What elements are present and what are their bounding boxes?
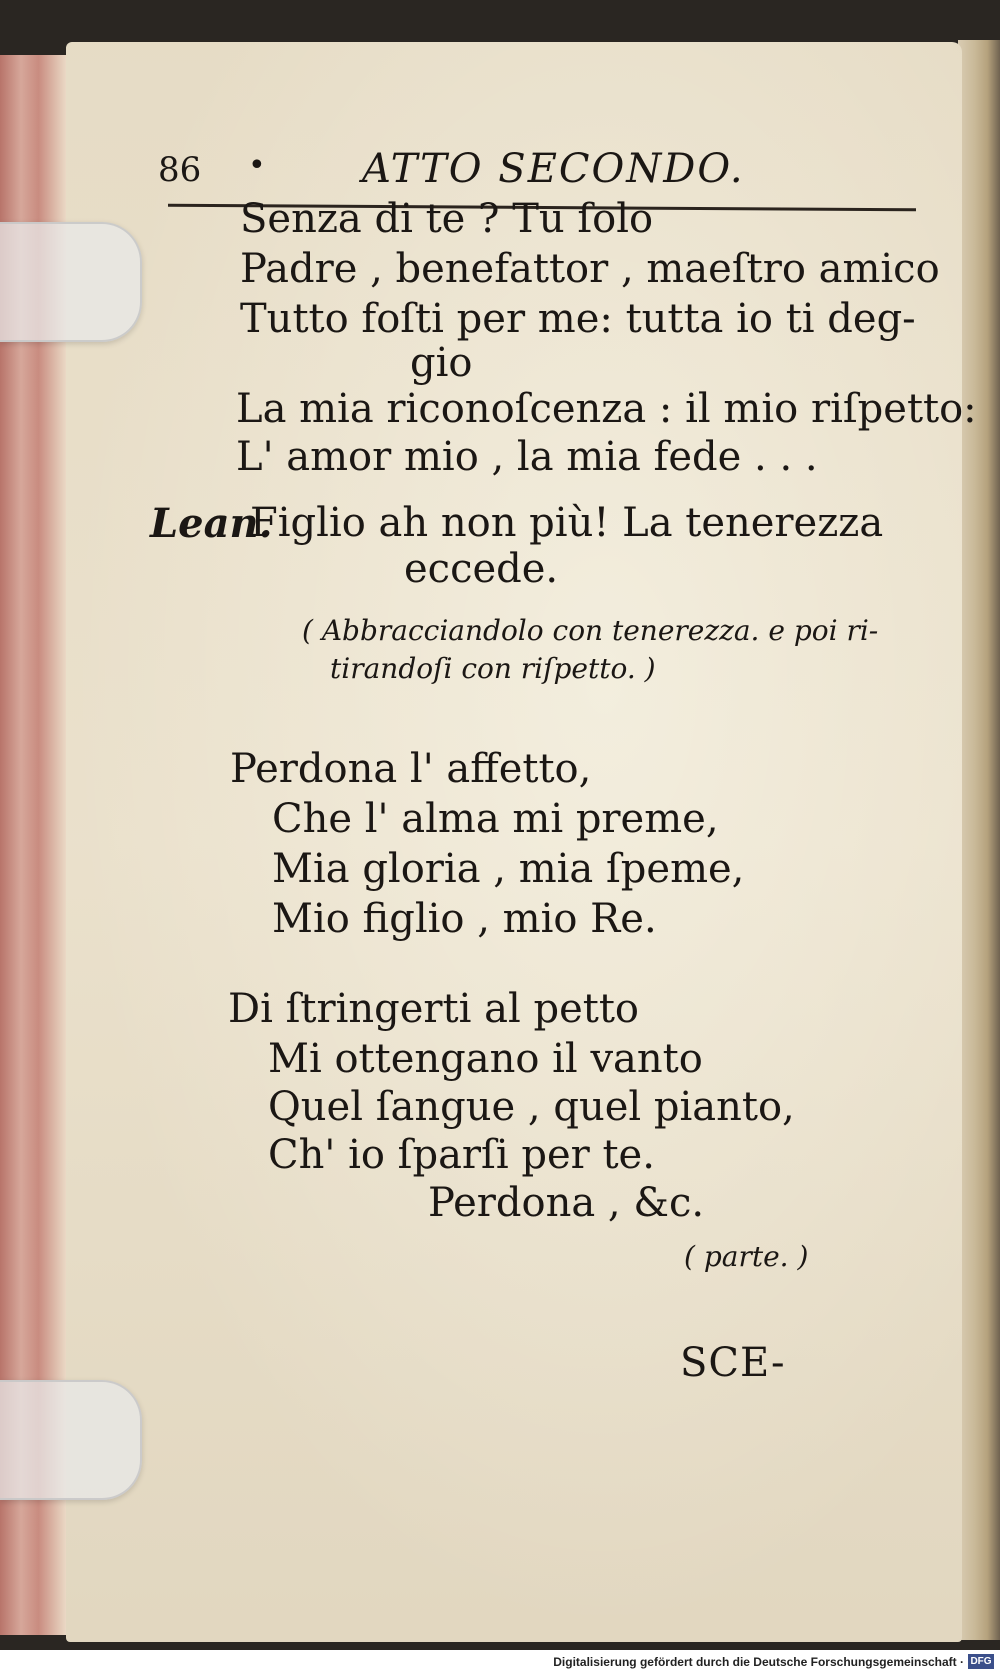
dfg-logo: DFG [968, 1654, 994, 1669]
stage-direction: tirandoſi con riſpetto. ) [330, 652, 656, 685]
verse-line: gio [410, 340, 473, 386]
speech-line: Figlio ah non più! La tenerezza [250, 500, 884, 546]
aria-line: Di ſtringerti al petto [228, 986, 639, 1032]
speaker-label: Lean. [150, 500, 273, 547]
aria-line: Mia gloria , mia ſpeme, [272, 846, 745, 892]
page-clip-bottom [0, 1380, 142, 1500]
verse-line: La mia riconoſcenza : il mio riſpetto: [236, 386, 977, 432]
speech-line: eccede. [404, 546, 559, 592]
running-title: ATTO SECONDO. [362, 146, 745, 192]
book-edge-right [958, 40, 1000, 1640]
verse-line: Tutto foſti per me: tutta io ti deg- [240, 296, 916, 342]
aria-line: Quel ſangue , quel pianto, [268, 1084, 795, 1130]
refrain-line: Perdona , &c. [428, 1180, 705, 1226]
page-clip-top [0, 222, 142, 342]
stage-direction: ( Abbracciandolo con tenerezza. e poi ri- [302, 614, 879, 647]
verse-line: Padre , benefattor , maeſtro amico [240, 246, 940, 292]
header-separator: • [248, 148, 266, 183]
aria-line: Che l' alma mi preme, [272, 796, 719, 842]
aria-line: Ch' io ſparſi per te. [268, 1132, 655, 1178]
aria-line: Mio figlio , mio Re. [272, 896, 657, 942]
exit-direction: ( parte. ) [684, 1240, 809, 1273]
digitization-footer [0, 1650, 1000, 1674]
verse-line: Senza di te ? Tu ſolo [240, 196, 654, 242]
aria-line: Perdona l' affetto, [230, 746, 592, 792]
funding-credit: Digitalisierung gefördert durch die Deutsche Forschungsgemeinschaft · [553, 1655, 964, 1669]
verse-line: L' amor mio , la mia fede . . . [236, 434, 818, 480]
aria-line: Mi ottengano il vanto [268, 1036, 703, 1082]
page-number: 86 [158, 150, 202, 190]
catchword: SCE- [680, 1340, 786, 1386]
